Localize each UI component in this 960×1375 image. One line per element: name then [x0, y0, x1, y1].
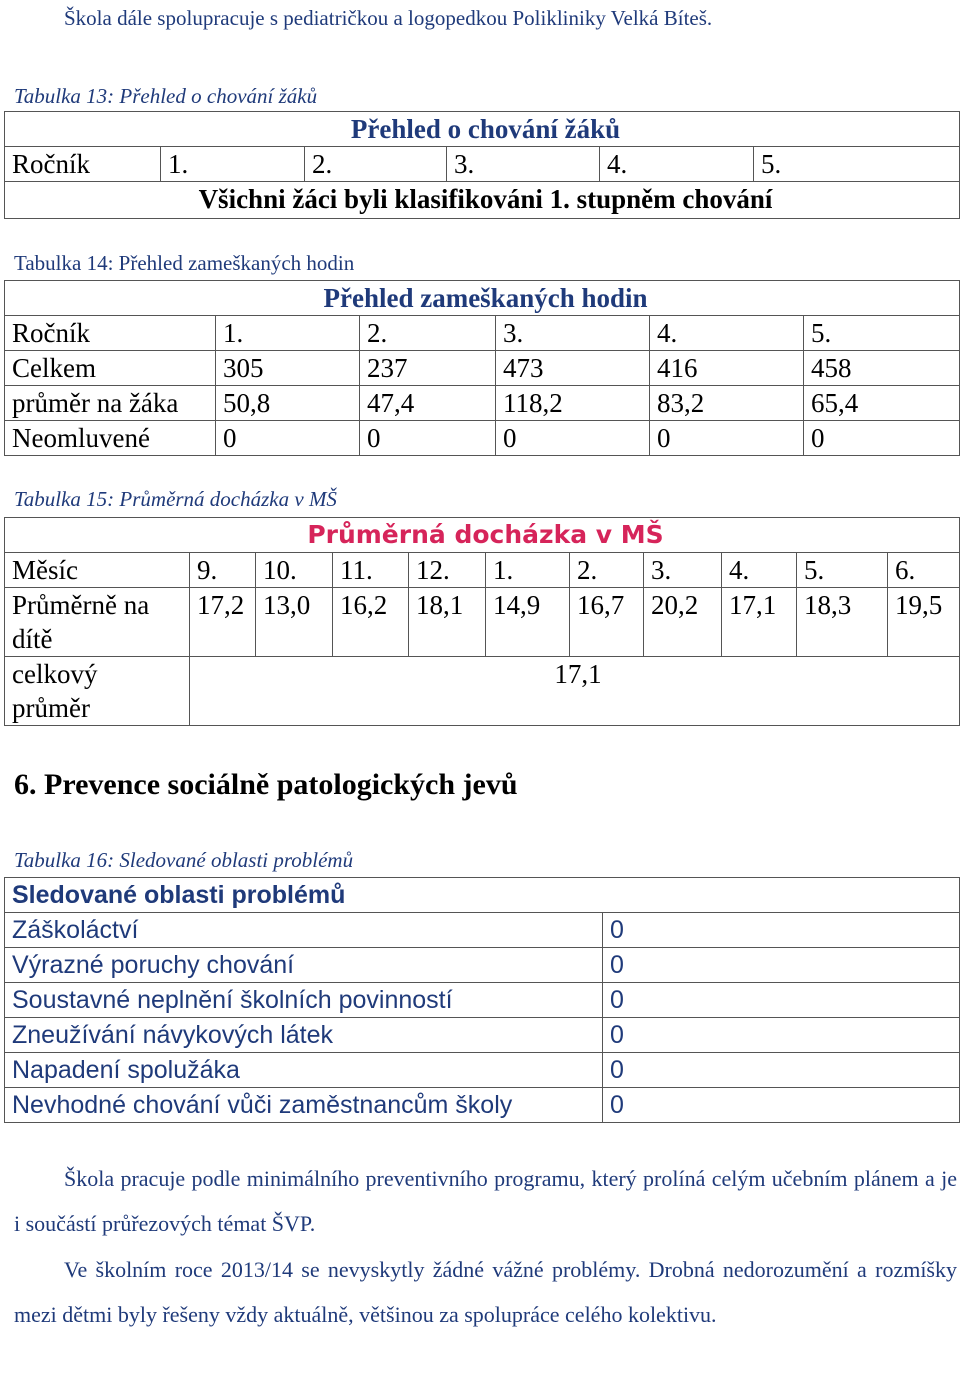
table14-cell: 0: [804, 421, 960, 456]
table15-month: 4.: [722, 553, 797, 588]
table14-title: Přehled zameškaných hodin: [5, 281, 960, 316]
table14-cell: 473: [496, 351, 650, 386]
table15-total-value: 17,1: [190, 657, 960, 726]
table15-avg: 16,7: [570, 588, 644, 657]
table13-caption: Tabulka 13: Přehled o chování žáků: [14, 84, 318, 108]
table14-grade: 3.: [496, 316, 650, 351]
table13-grade: 1.: [161, 147, 305, 182]
table13-title: Přehled o chování žáků: [5, 112, 960, 147]
table14-cell: 416: [650, 351, 804, 386]
table16-row-value: 0: [603, 1053, 960, 1088]
section-heading: 6. Prevence sociálně patologických jevů: [14, 768, 518, 801]
table13-note: Všichni žáci byli klasifikováni 1. stupněm chování: [5, 182, 960, 219]
table16-row-label: Výrazné poruchy chování: [5, 948, 603, 983]
table15-avg: 14,9: [486, 588, 570, 657]
table15-avg: 16,2: [333, 588, 409, 657]
table13-row-label: Ročník: [5, 147, 161, 182]
table15-total-label: [5, 657, 190, 726]
table14-grade: 4.: [650, 316, 804, 351]
table14-grade: 5.: [804, 316, 960, 351]
table15-avg: 18,1: [409, 588, 486, 657]
table16-row-value: 0: [603, 983, 960, 1018]
table15-avg-label-line2: dítě: [12, 624, 53, 654]
table14-row-label: Celkem: [5, 351, 216, 386]
table15-month: 3.: [644, 553, 722, 588]
table14-cell: 237: [360, 351, 496, 386]
table13: [4, 111, 960, 219]
table15-avg-label: [5, 588, 190, 657]
table13-grade: 4.: [600, 147, 754, 182]
table16-row-label: Napadení spolužáka: [5, 1053, 603, 1088]
table14-cell: 118,2: [496, 386, 650, 421]
table16-row-value: 0: [603, 1018, 960, 1053]
table16-row-label: Záškoláctví: [5, 913, 603, 948]
table14-cell: 0: [496, 421, 650, 456]
table14-cell: 0: [216, 421, 360, 456]
table15-month: 10.: [256, 553, 333, 588]
table15: [4, 517, 960, 726]
table14-cell: 65,4: [804, 386, 960, 421]
paragraph-2: Ve školním roce 2013/14 se nevyskytly žádné vážné problémy. Drobná nedorozumění a rozmíšky mezi dětmi byly řešeny vždy aktuálně, většinou za spolupráce celého kolektivu.: [14, 1257, 957, 1327]
table16-row-label: Soustavné neplnění školních povinností: [5, 983, 603, 1018]
table16-title: Sledované oblasti problémů: [5, 878, 960, 913]
table14-cell: 47,4: [360, 386, 496, 421]
table15-month: 12.: [409, 553, 486, 588]
table16-row-value: 0: [603, 1088, 960, 1123]
table14-cell: 305: [216, 351, 360, 386]
table15-avg: 17,2: [190, 588, 256, 657]
table13-grade: 2.: [305, 147, 447, 182]
table15-avg-label-line1: Průměrně na: [12, 590, 150, 620]
table15-month: 11.: [333, 553, 409, 588]
table14-row-label: Neomluvené: [5, 421, 216, 456]
table15-month: 6.: [888, 553, 960, 588]
table15-avg: 13,0: [256, 588, 333, 657]
table15-caption: Tabulka 15: Průměrná docházka v MŠ: [14, 487, 337, 511]
table14-row-label: průměr na žáka: [5, 386, 216, 421]
table14-grade: 2.: [360, 316, 496, 351]
table15-month: 1.: [486, 553, 570, 588]
table15-avg: 18,3: [797, 588, 888, 657]
table14-cell: 0: [360, 421, 496, 456]
table15-avg: 20,2: [644, 588, 722, 657]
table15-month: 5.: [797, 553, 888, 588]
table15-avg: 17,1: [722, 588, 797, 657]
table15-total-label-line1: celkový: [12, 659, 98, 689]
table13-grade: 3.: [447, 147, 600, 182]
table15-month: 9.: [190, 553, 256, 588]
table15-avg: 19,5: [888, 588, 960, 657]
table14-cell: 0: [650, 421, 804, 456]
table14-cell: 83,2: [650, 386, 804, 421]
table14-cell: 50,8: [216, 386, 360, 421]
table16-row-label: Zneužívání návykových látek: [5, 1018, 603, 1053]
table16-caption: Tabulka 16: Sledované oblasti problémů: [14, 848, 354, 872]
table15-title: Průměrná docházka v MŠ: [5, 518, 960, 553]
table15-month-label: Měsíc: [5, 553, 190, 588]
table14: [4, 280, 960, 456]
table16: [4, 877, 960, 1123]
table13-grade: 5.: [754, 147, 960, 182]
table14-caption: Tabulka 14: Přehled zameškaných hodin: [14, 251, 355, 275]
table14-grade: 1.: [216, 316, 360, 351]
table14-cell: 458: [804, 351, 960, 386]
table16-row-value: 0: [603, 948, 960, 983]
intro-text: Škola dále spolupracuje s pediatričkou a logopedkou Polikliniky Velká Bíteš.: [64, 6, 713, 30]
table14-header-label: Ročník: [5, 316, 216, 351]
table16-row-value: 0: [603, 913, 960, 948]
table16-row-label: Nevhodné chování vůči zaměstnancům školy: [5, 1088, 603, 1123]
paragraph-1: Škola pracuje podle minimálního preventivního programu, který prolíná celým učebním plánem a je i součástí průřezových témat ŠVP.: [14, 1166, 957, 1236]
table15-total-label-line2: průměr: [12, 693, 90, 723]
table15-month: 2.: [570, 553, 644, 588]
